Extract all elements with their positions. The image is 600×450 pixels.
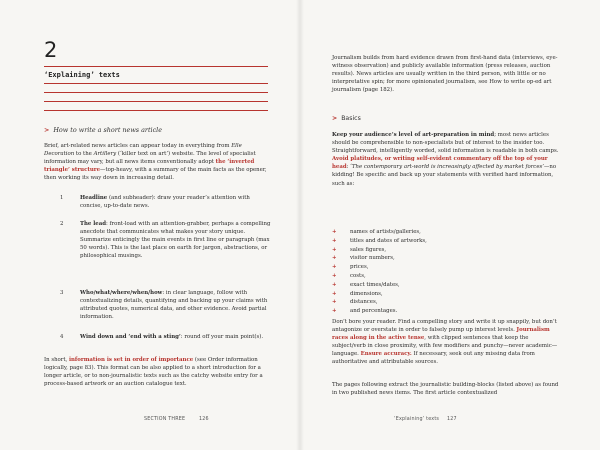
plus-icon: + bbox=[332, 281, 337, 288]
footer-section: SECTION THREE bbox=[144, 417, 186, 422]
list-number: 3 bbox=[60, 290, 64, 296]
list-item: + dimensions, bbox=[332, 290, 383, 297]
chevron-right-icon: > bbox=[332, 115, 338, 122]
section-heading-text: How to write a short news article bbox=[53, 126, 162, 134]
chapter-rule bbox=[44, 110, 268, 111]
chapter-title: ‘Explaining’ texts bbox=[44, 71, 120, 79]
basics-heading bbox=[332, 115, 361, 122]
list-number: 4 bbox=[60, 334, 64, 340]
list-item: + titles and dates of artworks, bbox=[332, 237, 427, 244]
plus-icon: + bbox=[332, 290, 337, 297]
list-item: + names of artists/galleries, bbox=[332, 229, 421, 235]
list-item-text: Headline (and subheader): draw your reader’s attention with concise, up-to-date news. bbox=[80, 195, 250, 210]
plus-icon: + bbox=[332, 308, 337, 315]
list-item: + exact times/dates, bbox=[332, 281, 400, 288]
active-tense-paragraph: Don’t bore your reader. Find a compelling story and write it up snappily, but don’t antagonize or overstate in order to falsely pump up interest levels. Journalism races along in the active tense, with clipped sentences that keep the subject/verb in close proximity, with few modifiers and punchy—never academic—language. Ensure accuracy. If necessary, seek out any missing data from authoritative and attributable sources. bbox=[332, 319, 558, 366]
basics-paragraph: Keep your audience’s level of art-preparation in mind; most news articles should be comprehensible to non-specialists but of interest to the insider too. Straightforward, intelligently worded, solid information is readable in both camps. Avoid platitudes, or writing self-evident commentary off the top of your head: ‘The contemporary art-world is increasingly affected by market forces’—no kidding! Be specific and back up your statements with verified hard information, such as: bbox=[332, 132, 559, 187]
list-item: + visitor numbers, bbox=[332, 255, 395, 262]
bullet-list bbox=[332, 228, 552, 316]
list-item: + and percentages. bbox=[332, 308, 398, 315]
plus-icon: + bbox=[332, 272, 337, 279]
plus-icon: + bbox=[332, 264, 337, 271]
footer-title: ‘Explaining’ texts bbox=[394, 417, 440, 422]
intro-paragraph: Brief, art-related news articles can appear today in everything from Elle Decoration to the Artillery (‘killer text on art’) website. The level of specialist information may vary, but all news items conventionally adopt the ‘inverted triangle’ structure—top-heavy, with a summary of the main facts as the opener, then working its way down in increasing detail. bbox=[44, 143, 267, 182]
right-intro-paragraph: Journalism builds from hard evidence drawn from first-hand data (interviews, eye-witness observation) and publicly available information (press releases, auction results). News articles are usually written in the third person, with little or no interpretative spin; for more opinionated journalism, see How to write op-ed art journalism (page 182). bbox=[332, 55, 558, 94]
list-number: 1 bbox=[60, 195, 64, 201]
plus-icon: + bbox=[332, 246, 337, 253]
chapter-rule bbox=[44, 66, 268, 67]
list-item: + costs, bbox=[332, 272, 366, 279]
section-heading bbox=[44, 126, 162, 134]
list-item: + sales figures, bbox=[332, 246, 387, 253]
plus-icon: + bbox=[332, 255, 337, 262]
list-item-text: Who/what/where/when/how: in clear language, follow with contextualizing details, quantifying and backing up your claims with attributed quotes, numerical data, and other evidence. Avoid partial information. bbox=[80, 290, 268, 321]
closing-paragraph-right: The pages following extract the journalistic building-blocks (listed above) as found in two published news items. The first article contextualized bbox=[332, 382, 559, 397]
list-number: 2 bbox=[60, 221, 64, 227]
chevron-right-icon: > bbox=[44, 126, 50, 134]
footer-page-number: 126 bbox=[199, 417, 209, 422]
list-item: + distances, bbox=[332, 299, 378, 306]
list-item: + prices, bbox=[332, 264, 369, 271]
chapter-number: 2 bbox=[44, 38, 58, 62]
list-item-text: The lead: front-load with an attention-grabber, perhaps a compelling anecdote that communicates what makes your story unique. Summarize enticingly the main events in first line or paragraph (max 50 words). This is the last place on earth for jargon, abstractions, or philosophical musings. bbox=[80, 221, 271, 260]
footer-page-number: 127 bbox=[447, 417, 457, 422]
list-item-text: Wind down and ‘end with a sting’: round off your main point(s). bbox=[80, 334, 264, 340]
plus-icon: + bbox=[332, 229, 337, 235]
chapter-rule bbox=[44, 83, 268, 84]
plus-icon: + bbox=[332, 299, 337, 306]
closing-paragraph: In short, information is set in order of importance (see Order information logically, page 83). This format can be also applied to a short introduction for a longer article, or to non-journalistic texts such as the catchy website entry for a process-based artwork or an auction catalogue text. bbox=[44, 357, 263, 388]
plus-icon: + bbox=[332, 237, 337, 244]
basics-heading-text: Basics bbox=[341, 115, 361, 122]
chapter-rule bbox=[44, 92, 268, 93]
chapter-rule bbox=[44, 101, 268, 102]
